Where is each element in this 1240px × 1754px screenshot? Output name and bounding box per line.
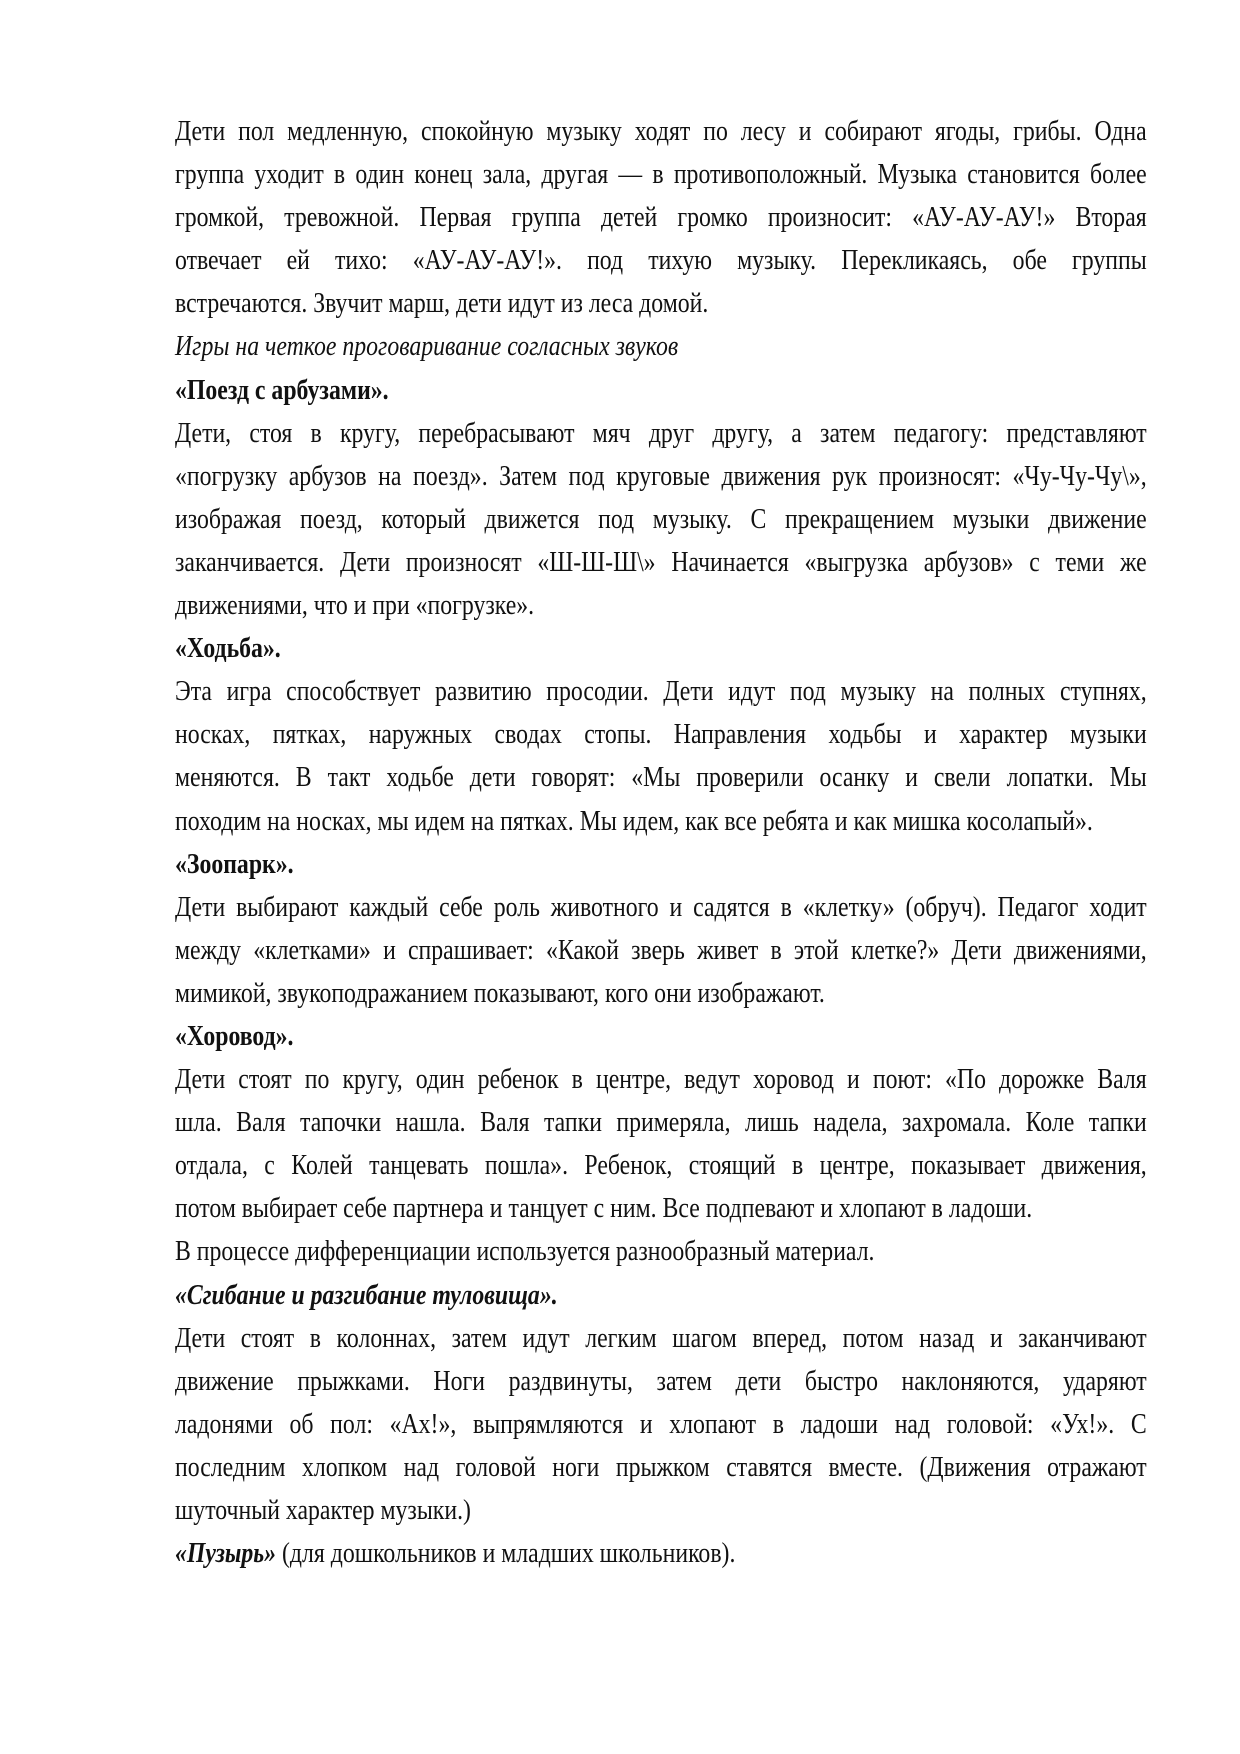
text-line: отвечает ей тихо: «АУ-АУ-АУ!». под тихую музыку. Перекликаясь, обе группы (175, 244, 1147, 277)
text-line: шуточный характер музыки.) (175, 1494, 471, 1526)
paragraph-differentiation: В процессе дифференциации используется разнообразный материал. (175, 1235, 875, 1268)
text-line: шла. Валя тапочки нашла. Валя тапки примеряла, лишь надела, захромала. Коле тапки (175, 1106, 1147, 1139)
text-line: громкой, тревожной. Первая группа детей громко произносит: «АУ-АУ-АУ!» Вторая (175, 201, 1147, 234)
text-line: «погрузку арбузов на поезд». Затем под круговые движения рук произносят: «Чу-Чу-Чу\», (175, 459, 1147, 492)
text-line: мимикой, звукоподражанием показывают, кого они изображают. (175, 976, 825, 1009)
text-line: движение прыжками. Ноги раздвинуты, затем дети быстро наклоняются, ударяют (175, 1364, 1147, 1397)
paragraph-bend (175, 1317, 1147, 1532)
bubble-game-note: (для дошкольников и младших школьников). (276, 1537, 736, 1570)
text-line: Дети стоят в колоннах, затем идут легким шагом вперед, потом назад и заканчивают (175, 1321, 1147, 1354)
paragraph-dance (175, 1058, 1147, 1230)
paragraph-zoo (175, 886, 1147, 1015)
game-title-dance: «Хоровод». (175, 1019, 294, 1052)
text-line: меняются. В такт ходьбе дети говорят: «Мы проверили осанку и свели лопатки. Мы (175, 761, 1147, 794)
section-heading: Игры на четкое проговаривание согласных звуков (175, 330, 679, 363)
game-title-walk: «Ходьба». (175, 632, 281, 665)
text-line: между «клетками» и спрашивает: «Какой зверь живет в этой клетке?» Дети движениями, (175, 933, 1147, 966)
text-line: походим на носках, мы идем на пятках. Мы идем, как все ребята и как мишка косолапый». (175, 804, 1093, 837)
text-line: заканчивается. Дети произносят «Ш-Ш-Ш\» Начинается «выгрузка арбузов» с теми же (175, 545, 1147, 578)
text-line: группа уходит в один конец зала, другая — в противоположный. Музыка становится более (175, 158, 1147, 191)
paragraph-train (175, 412, 1147, 627)
paragraph-forest-game (175, 110, 1147, 325)
text-line: изображая поезд, который движется под музыку. С прекращением музыки движение (175, 502, 1147, 535)
text-line: движениями, что и при «погрузке». (175, 589, 535, 622)
text-line: носках, пятках, наружных сводах стопы. Направления ходьбы и характер музыки (175, 718, 1147, 751)
game-title-bend: «Сгибание и разгибание туловища». (175, 1278, 558, 1311)
document-page (175, 110, 1147, 1575)
text-line: Эта игра способствует развитию просодии. Дети идут под музыку на полных ступнях, (175, 675, 1147, 708)
bubble-game-line (175, 1532, 1147, 1575)
text-line: последним хлопком над головой ноги прыжком ставятся вместе. (Движения отражают (175, 1450, 1147, 1483)
text-line: встречаются. Звучит марш, дети идут из леса домой. (175, 287, 709, 320)
game-title-bubble: «Пузырь» (175, 1537, 277, 1570)
text-line: Дети пол медленную, спокойную музыку ходят по лесу и собирают ягоды, грибы. Одна (175, 115, 1147, 147)
paragraph-walk (175, 670, 1147, 842)
game-title-zoo: «Зоопарк». (175, 847, 294, 880)
text-line: Дети выбирают каждый себе роль животного и садятся в «клетку» (обруч). Педагог ходит (175, 890, 1147, 923)
text-line: Дети стоят по кругу, один ребенок в центре, ведут хоровод и поют: «По дорожке Валя (175, 1063, 1147, 1096)
text-line: ладонями об пол: «Ах!», выпрямляются и хлопают в ладоши над головой: «Ух!». С (175, 1407, 1147, 1440)
text-line: Дети, стоя в кругу, перебрасывают мяч друг другу, а затем педагогу: представляют (175, 416, 1147, 449)
text-line: отдала, с Колей танцевать пошла». Ребенок, стоящий в центре, показывает движения, (175, 1149, 1147, 1182)
game-title-train: «Поезд с арбузами». (175, 373, 389, 406)
text-line: потом выбирает себе партнера и танцует с ним. Все подпевают и хлопают в ладоши. (175, 1192, 1033, 1225)
